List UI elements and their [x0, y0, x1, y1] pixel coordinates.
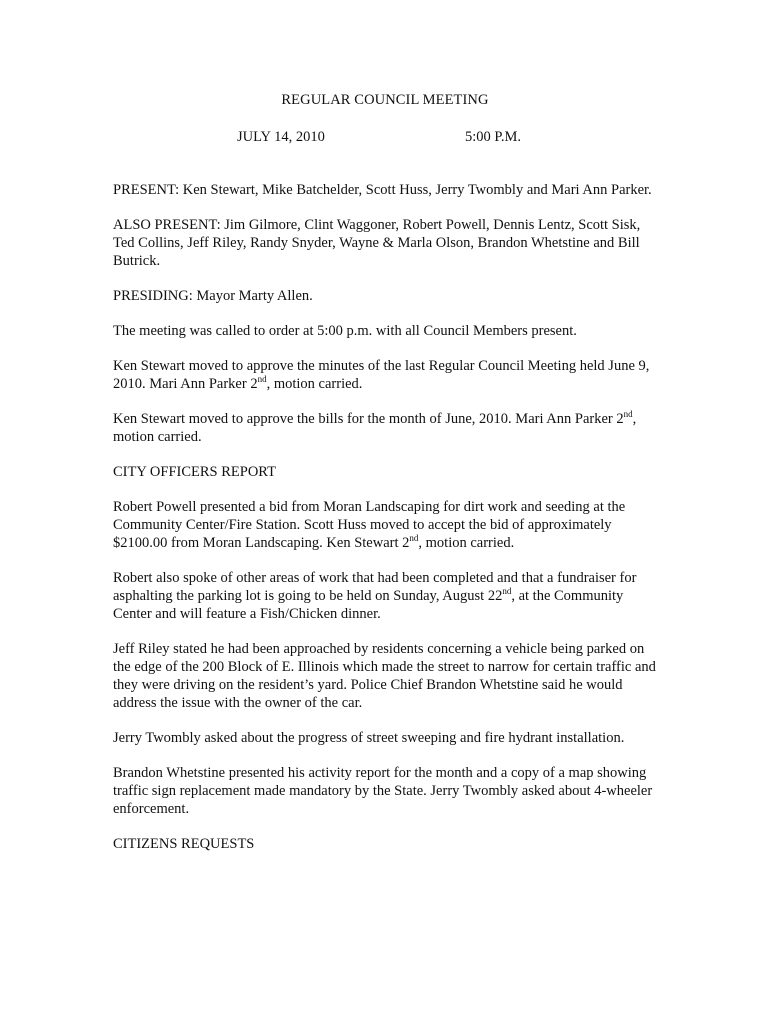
fundraiser-paragraph: [113, 569, 661, 623]
moran-bid-text: Robert Powell presented a bid from Moran Landscaping for dirt work and seeding at the Community Center/Fire Station. Scott Huss moved to accept the bid of approximately $2100.00 from Moran Landscaping. Ken Stewart 2: [113, 499, 626, 551]
ordinal-suffix: nd: [257, 374, 267, 385]
bills-motion-text: Ken Stewart moved to approve the bills for the month of June, 2010. Mari Ann Parker 2: [113, 411, 624, 427]
presiding-paragraph: PRESIDING: Mayor Marty Allen.: [113, 288, 313, 304]
called-to-order-paragraph: The meeting was called to order at 5:00 p.m. with all Council Members present.: [113, 323, 577, 339]
present-paragraph: PRESENT: Ken Stewart, Mike Batchelder, Scott Huss, Jerry Twombly and Mari Ann Parker.: [113, 182, 652, 198]
ordinal-suffix: nd: [409, 533, 419, 544]
fundraiser-text: Robert also spoke of other areas of work that had been completed and that a fundraiser for asphalting the parking lot is going to be held on Sunday, August 22: [113, 570, 637, 604]
page-title: REGULAR COUNCIL MEETING: [281, 92, 489, 108]
activity-report-paragraph: Brandon Whetstine presented his activity report for the month and a copy of a map showing traffic sign replacement made mandatory by the State. Jerry Twombly asked about 4-wheeler enforcement.: [113, 765, 653, 817]
ordinal-suffix: nd: [502, 586, 512, 597]
minutes-motion-text: Ken Stewart moved to approve the minutes of the last Regular Council Meeting held June 9, 2010. Mari Ann Parker 2: [113, 358, 650, 392]
ordinal-suffix: nd: [623, 409, 633, 420]
moran-bid-end: , motion carried.: [418, 535, 515, 551]
minutes-motion-paragraph: [113, 357, 661, 393]
minutes-motion-end: , motion carried.: [266, 376, 363, 392]
minutes-body: [113, 181, 661, 870]
also-present-paragraph: ALSO PRESENT: Jim Gilmore, Clint Waggoner, Robert Powell, Dennis Lentz, Scott Sisk, Ted Collins, Jeff Riley, Randy Snyder, Wayne & Marla Olson, Brandon Whetstine and Bill Butrick.: [113, 217, 641, 269]
fundraiser-end: , at the Community Center and will feature a Fish/Chicken dinner.: [113, 588, 624, 622]
meeting-time: 5:00 P.M.: [465, 129, 522, 145]
moran-bid-paragraph: [113, 498, 661, 552]
street-sweeping-paragraph: Jerry Twombly asked about the progress of street sweeping and fire hydrant installation.: [113, 730, 625, 746]
meeting-date: JULY 14, 2010: [237, 129, 325, 145]
vehicle-parking-paragraph: Jeff Riley stated he had been approached by residents concerning a vehicle being parked on the edge of the 200 Block of E. Illinois which made the street to narrow for certain traffic and they were driving on the resident’s yard. Police Chief Brandon Whetstine said he would address the issue with the owner of the car.: [113, 641, 656, 711]
city-officers-heading: CITY OFFICERS REPORT: [113, 464, 276, 480]
bills-motion-end: , motion carried.: [113, 411, 637, 445]
bills-motion-paragraph: [113, 410, 661, 446]
citizens-requests-heading: CITIZENS REQUESTS: [113, 836, 255, 852]
